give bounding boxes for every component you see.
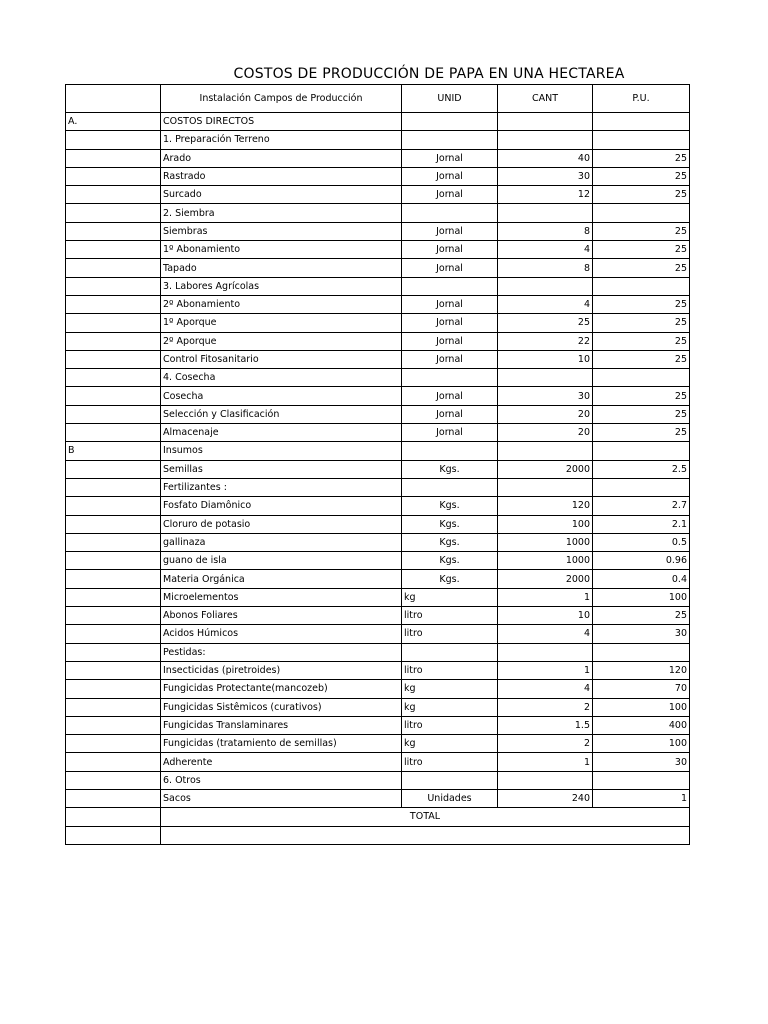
description-cell[interactable]: Fertilizantes : [161, 478, 402, 496]
section-cell[interactable] [66, 350, 161, 368]
table-row [66, 131, 690, 149]
quantity-cell[interactable] [498, 442, 593, 460]
unit-price-cell[interactable]: 25 [593, 222, 690, 240]
unit-cell[interactable]: Jornal [402, 149, 498, 167]
unit-cell[interactable] [402, 771, 498, 789]
unit-price-cell[interactable]: 25 [593, 259, 690, 277]
description-cell[interactable]: Cloruro de potasio [161, 515, 402, 533]
quantity-cell[interactable]: 1 [498, 661, 593, 679]
unit-cell[interactable]: Unidades [402, 789, 498, 807]
unit-cell[interactable]: kg [402, 735, 498, 753]
unit-cell[interactable]: Jornal [402, 387, 498, 405]
quantity-cell[interactable]: 1.5 [498, 716, 593, 734]
description-cell[interactable]: gallinaza [161, 533, 402, 551]
unit-price-cell[interactable]: 0.4 [593, 570, 690, 588]
unit-price-cell[interactable]: 25 [593, 387, 690, 405]
section-cell[interactable] [66, 497, 161, 515]
table-row [66, 753, 690, 771]
total-row [66, 808, 690, 826]
quantity-cell[interactable]: 30 [498, 167, 593, 185]
quantity-cell[interactable]: 25 [498, 314, 593, 332]
unit-cell[interactable]: Jornal [402, 241, 498, 259]
quantity-cell[interactable] [498, 478, 593, 496]
unit-cell[interactable]: kg [402, 698, 498, 716]
section-cell[interactable] [66, 204, 161, 222]
section-cell[interactable] [66, 625, 161, 643]
description-cell[interactable]: Acidos Húmicos [161, 625, 402, 643]
section-cell[interactable]: A. [66, 113, 161, 131]
unit-price-cell[interactable]: 100 [593, 588, 690, 606]
header-unit-price[interactable]: P.U. [593, 85, 690, 113]
table-row [66, 460, 690, 478]
unit-price-cell[interactable]: 25 [593, 405, 690, 423]
empty-cell[interactable] [161, 826, 690, 844]
table-row [66, 222, 690, 240]
quantity-cell[interactable]: 40 [498, 149, 593, 167]
unit-price-cell[interactable]: 2.7 [593, 497, 690, 515]
section-cell[interactable] [66, 753, 161, 771]
section-cell[interactable] [66, 222, 161, 240]
table-row [66, 259, 690, 277]
header-description[interactable]: Instalación Campos de Producción [161, 85, 402, 113]
quantity-cell[interactable]: 20 [498, 405, 593, 423]
section-cell[interactable] [66, 570, 161, 588]
sheet-title: COSTOS DE PRODUCCIÓN DE PAPA EN UNA HECTAREA [233, 66, 625, 82]
description-cell[interactable]: Insumos [161, 442, 402, 460]
description-cell[interactable]: Fungicidas Protectante(mancozeb) [161, 680, 402, 698]
table-row [66, 277, 690, 295]
table-row [66, 552, 690, 570]
section-cell[interactable] [66, 607, 161, 625]
quantity-cell[interactable] [498, 771, 593, 789]
quantity-cell[interactable] [498, 277, 593, 295]
description-cell[interactable]: Fungicidas (tratamiento de semillas) [161, 735, 402, 753]
total-row-blank[interactable] [66, 808, 161, 826]
table-row [66, 771, 690, 789]
description-cell[interactable]: Fungicidas Translaminares [161, 716, 402, 734]
unit-cell[interactable]: Kgs. [402, 570, 498, 588]
unit-price-cell[interactable]: 25 [593, 314, 690, 332]
section-cell[interactable] [66, 643, 161, 661]
quantity-cell[interactable]: 12 [498, 186, 593, 204]
unit-cell[interactable]: Jornal [402, 295, 498, 313]
unit-price-cell[interactable]: 100 [593, 735, 690, 753]
unit-price-cell[interactable] [593, 643, 690, 661]
table-row [66, 369, 690, 387]
description-cell[interactable]: 2º Abonamiento [161, 295, 402, 313]
description-cell[interactable]: 2. Siembra [161, 204, 402, 222]
table-row [66, 241, 690, 259]
table-row [66, 570, 690, 588]
section-cell[interactable] [66, 789, 161, 807]
table-row [66, 533, 690, 551]
table-row [66, 186, 690, 204]
section-cell[interactable] [66, 167, 161, 185]
section-cell[interactable] [66, 259, 161, 277]
unit-cell[interactable]: litro [402, 716, 498, 734]
unit-price-cell[interactable]: 70 [593, 680, 690, 698]
unit-price-cell[interactable]: 100 [593, 698, 690, 716]
section-cell[interactable] [66, 149, 161, 167]
unit-price-cell[interactable]: 25 [593, 607, 690, 625]
table-row [66, 113, 690, 131]
table-row [66, 387, 690, 405]
unit-cell[interactable]: litro [402, 607, 498, 625]
description-cell[interactable]: Adherente [161, 753, 402, 771]
section-cell[interactable] [66, 735, 161, 753]
quantity-cell[interactable]: 1 [498, 588, 593, 606]
description-cell[interactable]: guano de isla [161, 552, 402, 570]
description-cell[interactable]: Cosecha [161, 387, 402, 405]
quantity-cell[interactable]: 4 [498, 680, 593, 698]
unit-price-cell[interactable]: 0.96 [593, 552, 690, 570]
unit-cell[interactable]: litro [402, 625, 498, 643]
section-cell[interactable] [66, 716, 161, 734]
header-unit[interactable]: UNID [402, 85, 498, 113]
section-cell[interactable] [66, 515, 161, 533]
unit-cell[interactable]: litro [402, 661, 498, 679]
unit-price-cell[interactable]: 25 [593, 295, 690, 313]
description-cell[interactable]: COSTOS DIRECTOS [161, 113, 402, 131]
unit-cell[interactable] [402, 204, 498, 222]
quantity-cell[interactable] [498, 369, 593, 387]
section-cell[interactable] [66, 241, 161, 259]
unit-cell[interactable] [402, 131, 498, 149]
quantity-cell[interactable]: 22 [498, 332, 593, 350]
quantity-cell[interactable]: 2000 [498, 570, 593, 588]
table-row [66, 515, 690, 533]
unit-price-cell[interactable]: 25 [593, 167, 690, 185]
section-cell[interactable] [66, 405, 161, 423]
section-cell[interactable] [66, 698, 161, 716]
description-cell[interactable]: Tapado [161, 259, 402, 277]
table-row [66, 588, 690, 606]
unit-cell[interactable]: kg [402, 680, 498, 698]
unit-cell[interactable]: Jornal [402, 222, 498, 240]
table-row [66, 716, 690, 734]
unit-cell[interactable]: Jornal [402, 424, 498, 442]
description-cell[interactable]: Siembras [161, 222, 402, 240]
unit-cell[interactable] [402, 113, 498, 131]
description-cell[interactable]: Abonos Foliares [161, 607, 402, 625]
unit-cell[interactable]: Jornal [402, 167, 498, 185]
table-row [66, 698, 690, 716]
table-row [66, 167, 690, 185]
unit-cell[interactable]: Jornal [402, 332, 498, 350]
empty-cell[interactable] [66, 826, 161, 844]
unit-price-cell[interactable] [593, 204, 690, 222]
header-row [66, 85, 690, 113]
description-cell[interactable]: 1º Aporque [161, 314, 402, 332]
unit-price-cell[interactable]: 2.1 [593, 515, 690, 533]
unit-cell[interactable]: kg [402, 588, 498, 606]
quantity-cell[interactable] [498, 204, 593, 222]
unit-price-cell[interactable]: 1 [593, 789, 690, 807]
table-row [66, 661, 690, 679]
section-cell[interactable]: B [66, 442, 161, 460]
quantity-cell[interactable]: 4 [498, 241, 593, 259]
table-row [66, 478, 690, 496]
table-row [66, 789, 690, 807]
section-cell[interactable] [66, 424, 161, 442]
unit-price-cell[interactable]: 2.5 [593, 460, 690, 478]
unit-price-cell[interactable]: 25 [593, 241, 690, 259]
unit-price-cell[interactable]: 120 [593, 661, 690, 679]
unit-cell[interactable]: Kgs. [402, 515, 498, 533]
quantity-cell[interactable]: 1 [498, 753, 593, 771]
header-cell-blank[interactable] [66, 85, 161, 113]
unit-cell[interactable]: Kgs. [402, 552, 498, 570]
section-cell[interactable] [66, 186, 161, 204]
description-cell[interactable]: 3. Labores Agrícolas [161, 277, 402, 295]
unit-price-cell[interactable] [593, 771, 690, 789]
quantity-cell[interactable]: 10 [498, 607, 593, 625]
unit-cell[interactable]: Kgs. [402, 460, 498, 478]
unit-price-cell[interactable]: 25 [593, 332, 690, 350]
unit-price-cell[interactable]: 30 [593, 625, 690, 643]
quantity-cell[interactable] [498, 131, 593, 149]
cost-table [65, 84, 690, 845]
description-cell[interactable]: 6. Otros [161, 771, 402, 789]
quantity-cell[interactable]: 8 [498, 259, 593, 277]
section-cell[interactable] [66, 478, 161, 496]
unit-price-cell[interactable]: 25 [593, 424, 690, 442]
section-cell[interactable] [66, 533, 161, 551]
section-cell[interactable] [66, 314, 161, 332]
quantity-cell[interactable]: 240 [498, 789, 593, 807]
table-row [66, 643, 690, 661]
description-cell[interactable]: Fungicidas Sistêmicos (curativos) [161, 698, 402, 716]
unit-price-cell[interactable]: 25 [593, 350, 690, 368]
table-row [66, 350, 690, 368]
unit-price-cell[interactable] [593, 369, 690, 387]
description-cell[interactable]: Pestidas: [161, 643, 402, 661]
unit-cell[interactable]: Kgs. [402, 533, 498, 551]
unit-cell[interactable] [402, 478, 498, 496]
quantity-cell[interactable] [498, 113, 593, 131]
description-cell[interactable]: Semillas [161, 460, 402, 478]
unit-cell[interactable]: Jornal [402, 314, 498, 332]
table-row [66, 735, 690, 753]
description-cell[interactable]: Almacenaje [161, 424, 402, 442]
unit-price-cell[interactable] [593, 442, 690, 460]
unit-cell[interactable]: Jornal [402, 186, 498, 204]
section-cell[interactable] [66, 680, 161, 698]
description-cell[interactable]: Fosfato Diamônico [161, 497, 402, 515]
table-row [66, 149, 690, 167]
description-cell[interactable]: Control Fitosanitario [161, 350, 402, 368]
description-cell[interactable]: 2º Aporque [161, 332, 402, 350]
table-row [66, 607, 690, 625]
description-cell[interactable]: Materia Orgánica [161, 570, 402, 588]
unit-price-cell[interactable]: 25 [593, 149, 690, 167]
quantity-cell[interactable]: 20 [498, 424, 593, 442]
section-cell[interactable] [66, 552, 161, 570]
unit-price-cell[interactable] [593, 113, 690, 131]
section-cell[interactable] [66, 771, 161, 789]
table-row [66, 442, 690, 460]
table-row [66, 497, 690, 515]
quantity-cell[interactable]: 100 [498, 515, 593, 533]
unit-price-cell[interactable] [593, 131, 690, 149]
table-row [66, 332, 690, 350]
unit-cell[interactable] [402, 277, 498, 295]
unit-price-cell[interactable]: 0.5 [593, 533, 690, 551]
section-cell[interactable] [66, 369, 161, 387]
quantity-cell[interactable]: 2 [498, 698, 593, 716]
section-cell[interactable] [66, 460, 161, 478]
description-cell[interactable]: Selección y Clasificación [161, 405, 402, 423]
unit-cell[interactable]: Kgs. [402, 497, 498, 515]
quantity-cell[interactable]: 4 [498, 625, 593, 643]
table-row [66, 204, 690, 222]
unit-price-cell[interactable]: 30 [593, 753, 690, 771]
quantity-cell[interactable]: 2 [498, 735, 593, 753]
description-cell[interactable]: 1º Abonamiento [161, 241, 402, 259]
section-cell[interactable] [66, 131, 161, 149]
unit-price-cell[interactable] [593, 277, 690, 295]
section-cell[interactable] [66, 588, 161, 606]
section-cell[interactable] [66, 332, 161, 350]
description-cell[interactable]: Microelementos [161, 588, 402, 606]
section-cell[interactable] [66, 661, 161, 679]
unit-price-cell[interactable]: 25 [593, 186, 690, 204]
quantity-cell[interactable]: 1000 [498, 552, 593, 570]
table-row [66, 405, 690, 423]
unit-cell[interactable]: Jornal [402, 350, 498, 368]
quantity-cell[interactable]: 10 [498, 350, 593, 368]
unit-cell[interactable]: Jornal [402, 405, 498, 423]
description-cell[interactable]: Arado [161, 149, 402, 167]
unit-cell[interactable]: Jornal [402, 259, 498, 277]
table-row [66, 314, 690, 332]
unit-price-cell[interactable]: 400 [593, 716, 690, 734]
quantity-cell[interactable]: 8 [498, 222, 593, 240]
unit-price-cell[interactable] [593, 478, 690, 496]
section-cell[interactable] [66, 387, 161, 405]
quantity-cell[interactable]: 120 [498, 497, 593, 515]
unit-cell[interactable] [402, 643, 498, 661]
description-cell[interactable]: Surcado [161, 186, 402, 204]
quantity-cell[interactable]: 30 [498, 387, 593, 405]
table-row [66, 680, 690, 698]
table-row [66, 625, 690, 643]
description-cell[interactable]: 1. Preparación Terreno [161, 131, 402, 149]
quantity-cell[interactable] [498, 643, 593, 661]
quantity-cell[interactable]: 2000 [498, 460, 593, 478]
description-cell[interactable]: Rastrado [161, 167, 402, 185]
section-cell[interactable] [66, 295, 161, 313]
section-cell[interactable] [66, 277, 161, 295]
total-label[interactable]: TOTAL [161, 808, 690, 826]
unit-cell[interactable] [402, 369, 498, 387]
description-cell[interactable]: Insecticidas (piretroides) [161, 661, 402, 679]
table-row [66, 424, 690, 442]
unit-cell[interactable] [402, 442, 498, 460]
description-cell[interactable]: Sacos [161, 789, 402, 807]
empty-row [66, 826, 690, 844]
header-quantity[interactable]: CANT [498, 85, 593, 113]
description-cell[interactable]: 4. Cosecha [161, 369, 402, 387]
quantity-cell[interactable]: 4 [498, 295, 593, 313]
table-row [66, 295, 690, 313]
unit-cell[interactable]: litro [402, 753, 498, 771]
quantity-cell[interactable]: 1000 [498, 533, 593, 551]
